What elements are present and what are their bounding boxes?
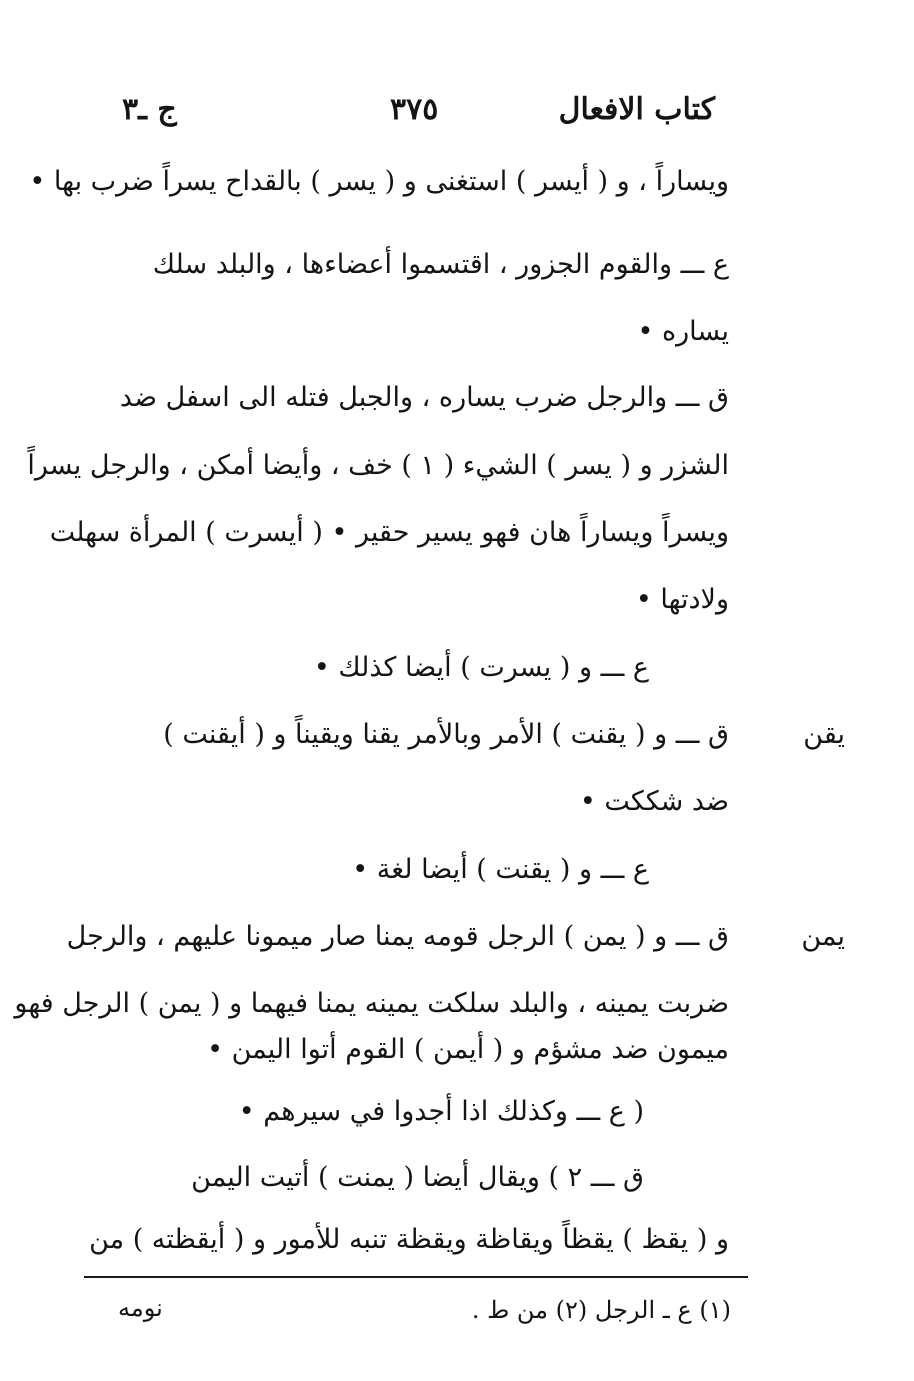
text-line-7: ولادتها •: [635, 584, 729, 615]
footnote: (١) ع ـ الرجل (٢) من ط .: [471, 1296, 731, 1324]
margin-entry-yamana: يمن: [801, 921, 845, 952]
page-header: [110, 92, 715, 142]
text-line-3: يساره •: [637, 316, 729, 347]
margin-entry-yaqina: يقن: [803, 719, 845, 750]
text-line-5: الشزر و ( يسر ) الشيء ( ١ ) خف ، وأيضا أمكن ، والرجل يسراً: [27, 450, 729, 481]
footnote-divider: [84, 1276, 748, 1278]
text-line-9: ق ـــ و ( يقنت ) الأمر وبالأمر يقنا ويقيناً و ( أيقنت ): [163, 719, 729, 750]
text-line-2: ع ـــ والقوم الجزور ، اقتسموا أعضاءها ، والبلد سلك: [152, 249, 729, 280]
page-number: ٣٧٥: [390, 92, 439, 127]
text-line-4: ق ـــ والرجل ضرب يساره ، والجبل فتله الى اسفل ضد: [119, 382, 729, 413]
text-line-14: ميمون ضد مشؤم و ( أيمن ) القوم أتوا اليمن •: [207, 1034, 729, 1065]
text-line-10: ضد شككت •: [579, 786, 729, 817]
text-line-13: ضربت يمينه ، والبلد سلكت يمينه يمنا فيهما و ( يمن ) الرجل فهو: [14, 988, 729, 1019]
book-title: كتاب الافعال: [558, 92, 715, 127]
text-line-16: ق ـــ ٢ ) ويقال أيضا ( يمنت ) أتيت اليمن: [191, 1162, 644, 1193]
text-line-6: ويسراً ويساراً هان فهو يسير حقير • ( أيسرت ) المرأة سهلت: [49, 517, 729, 548]
text-line-11: ع ـــ و ( يقنت ) أيضا لغة •: [352, 854, 649, 885]
text-line-17: و ( يقظ ) يقظاً ويقاظة ويقظة تنبه للأمور و ( أيقظته ) من: [89, 1224, 729, 1255]
text-line-8: ع ـــ و ( يسرت ) أيضا كذلك •: [313, 652, 649, 683]
volume-label: ج ـ٣: [122, 92, 177, 127]
catchword: نومه: [118, 1294, 163, 1322]
text-line-15: ( ع ـــ وكذلك اذا أجدوا في سيرهم •: [238, 1096, 644, 1127]
text-line-1: ويساراً ، و ( أيسر ) استغنى و ( يسر ) بالقداح يسراً ضرب بها •: [29, 166, 729, 197]
text-line-12: ق ـــ و ( يمن ) الرجل قومه يمنا صار ميمونا عليهم ، والرجل: [66, 921, 729, 952]
